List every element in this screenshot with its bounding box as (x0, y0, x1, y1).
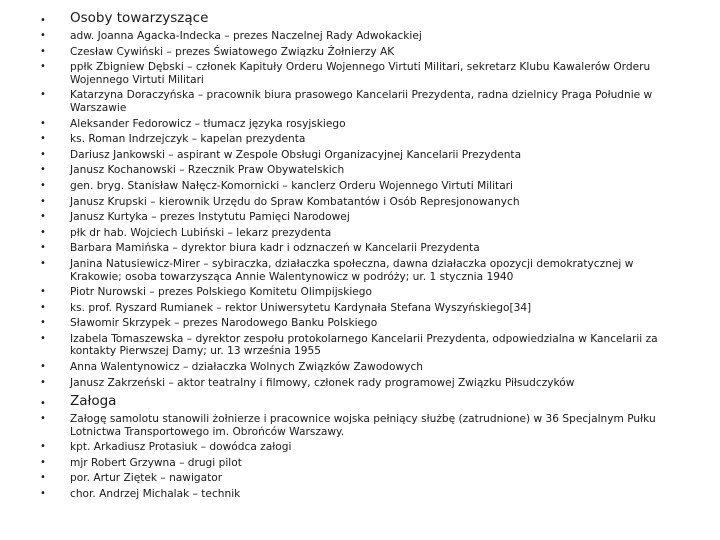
list-item: • ppłk Zbigniew Dębski – członek Kapituły Orderu Wojennego Virtuti Militari, sekretarz Klubu Kawalerów Orderu Wojennego Virtuti Militari (40, 61, 660, 86)
section-heading: • Osoby towarzyszące (40, 10, 660, 27)
list-item: • Załogę samolotu stanowili żołnierze i pracownice wojska pełniący służbę (zatrudnione) w 36 Specjalnym Pułku Lotnictwa Transportowego im. Obrońców Warszawy. (40, 413, 660, 438)
section-crew (40, 393, 660, 504)
list-item: • Izabela Tomaszewska – dyrektor zespołu protokolarnego Kancelarii Prezydenta, odpowiedzialna w Kancelarii za kontakty Pierwszej Damy; ur. 13 września 1955 (40, 333, 660, 358)
list-item: • Janusz Kochanowski – Rzecznik Praw Obywatelskich (40, 164, 660, 177)
list-item: • ks. Roman Indrzejczyk – kapelan prezydenta (40, 133, 660, 146)
list-item: • płk dr hab. Wojciech Lubiński – lekarz prezydenta (40, 227, 660, 240)
list-item: • Dariusz Jankowski – aspirant w Zespole Obsługi Organizacyjnej Kancelarii Prezydenta (40, 149, 660, 162)
list-item: • Piotr Nurowski – prezes Polskiego Komitetu Olimpijskiego (40, 286, 660, 299)
list-item: • mjr Robert Grzywna – drugi pilot (40, 457, 660, 470)
list-item: • kpt. Arkadiusz Protasiuk – dowódca załogi (40, 441, 660, 454)
list-item: • Sławomir Skrzypek – prezes Narodowego Banku Polskiego (40, 317, 660, 330)
section-heading: • Załoga (40, 393, 660, 410)
list-item: • Janina Natusiewicz-Mirer – sybiraczka, działaczka społeczna, dawna działaczka opozycji demokratycznej w Krakowie; osoba towarzysząca Annie Walentynowicz w podróży; ur. 1 stycznia 1940 (40, 258, 660, 283)
list-item: • Katarzyna Doraczyńska – pracownik biura prasowego Kancelarii Prezydenta, radna dzielnicy Praga Południe w Warszawie (40, 89, 660, 114)
list-item: • por. Artur Ziętek – nawigator (40, 472, 660, 485)
list-item: • Janusz Krupski – kierownik Urzędu do Spraw Kombatantów i Osób Represjonowanych (40, 196, 660, 209)
list-item: • ks. prof. Ryszard Rumianek – rektor Uniwersytetu Kardynała Stefana Wyszyńskiego[34] (40, 302, 660, 315)
list-item: • Aleksander Fedorowicz – tłumacz języka rosyjskiego (40, 118, 660, 131)
list-item: • Barbara Mamińska – dyrektor biura kadr i odznaczeń w Kancelarii Prezydenta (40, 242, 660, 255)
section-accompanying-persons (40, 10, 660, 392)
list-item: • Anna Walentynowicz – działaczka Wolnych Związków Zawodowych (40, 361, 660, 374)
list-item: • Czesław Cywiński – prezes Światowego Związku Żołnierzy AK (40, 46, 660, 59)
list-item: • adw. Joanna Agacka-Indecka – prezes Naczelnej Rady Adwokackiej (40, 30, 660, 43)
list-item: • gen. bryg. Stanisław Nałęcz-Komornicki – kanclerz Orderu Wojennego Virtuti Militari (40, 180, 660, 193)
list-item: • chor. Andrzej Michalak – technik (40, 488, 660, 501)
list-item: • Janusz Kurtyka – prezes Instytutu Pamięci Narodowej (40, 211, 660, 224)
list-item: • Janusz Zakrzeński – aktor teatralny i filmowy, członek rady programowej Związku Piłsudczyków (40, 377, 660, 390)
